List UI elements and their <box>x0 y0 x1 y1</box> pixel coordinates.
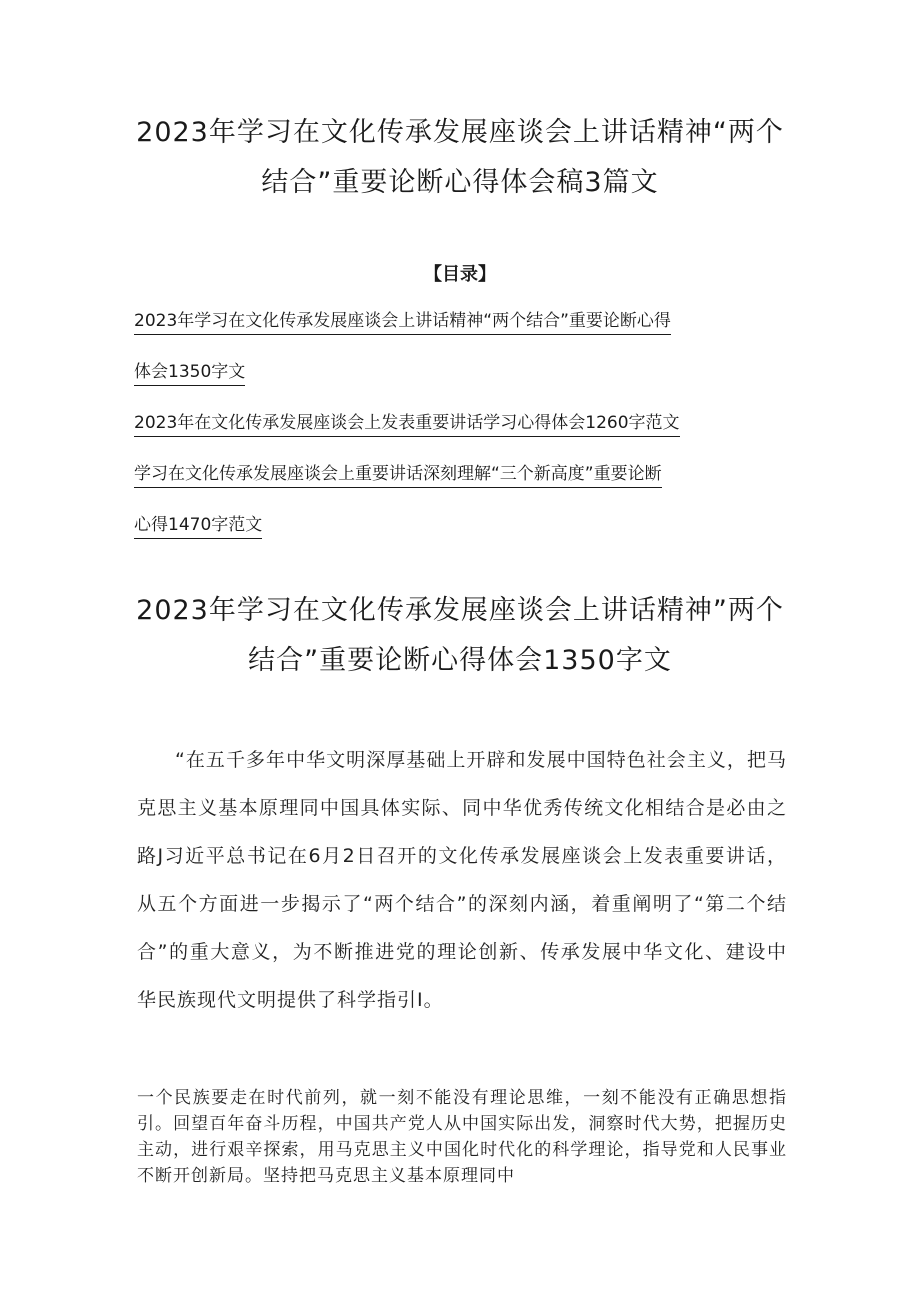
table-of-contents <box>134 308 794 539</box>
toc-link-1[interactable] <box>134 308 794 386</box>
article-title <box>110 586 810 686</box>
toc-link-3[interactable] <box>134 461 794 539</box>
article-paragraph-1: “在五千多年中华文明深厚基础上开辟和发展中国特色社会主义，把马克思主义基本原理同中国具体实际、同中华优秀传统文化相结合是必由之路J习近平总书记在6月2日召开的文化传承发展座谈会上发表重要讲话，从五个方面进一步揭示了“两个结合”的深刻内涵，着重阐明了“第二个结合”的重大意义，为不断推进党的理论创新、传承发展中华文化、建设中华民族现代文明提供了科学指引I。 <box>137 749 787 1011</box>
document-title-line-2: 结合”重要论断心得体会稿3篇文 <box>261 167 659 198</box>
article-paragraph-2: 一个民族要走在时代前列，就一刻不能没有理论思维，一刻不能没有正确思想指引。回望百年奋斗历程，中国共产党人从中国实际出发，洞察时代大势，把握历史主动，进行艰辛探索，用马克思主义中国化时代化的科学理论，指导党和人民事业不断开创新局。坚持把马克思主义基本原理同中 <box>137 1088 787 1186</box>
document-title <box>110 108 810 208</box>
toc-link-2-line-1: 2023年在文化传承发展座谈会上发表重要讲话学习心得体会1260字范文 <box>134 410 680 437</box>
toc-link-1-line-2: 体会1350字文 <box>134 359 245 386</box>
toc-link-3-line-1: 学习在文化传承发展座谈会上重要讲话深刻理解“三个新高度”重要论断 <box>134 461 662 488</box>
toc-link-1-line-1: 2023年学习在文化传承发展座谈会上讲话精神“两个结合”重要论断心得 <box>134 308 671 335</box>
article-title-line-2: 结合”重要论断心得体会1350字文 <box>248 645 672 676</box>
article-title-line-1: 2023年学习在文化传承发展座谈会上讲话精神”两个 <box>136 595 784 626</box>
toc-link-3-line-2: 心得1470字范文 <box>134 512 262 539</box>
toc-heading: 【目录】 <box>424 264 496 285</box>
toc-link-2[interactable] <box>134 410 794 437</box>
document-title-line-1: 2023年学习在文化传承发展座谈会上讲话精神“两个 <box>136 117 784 148</box>
